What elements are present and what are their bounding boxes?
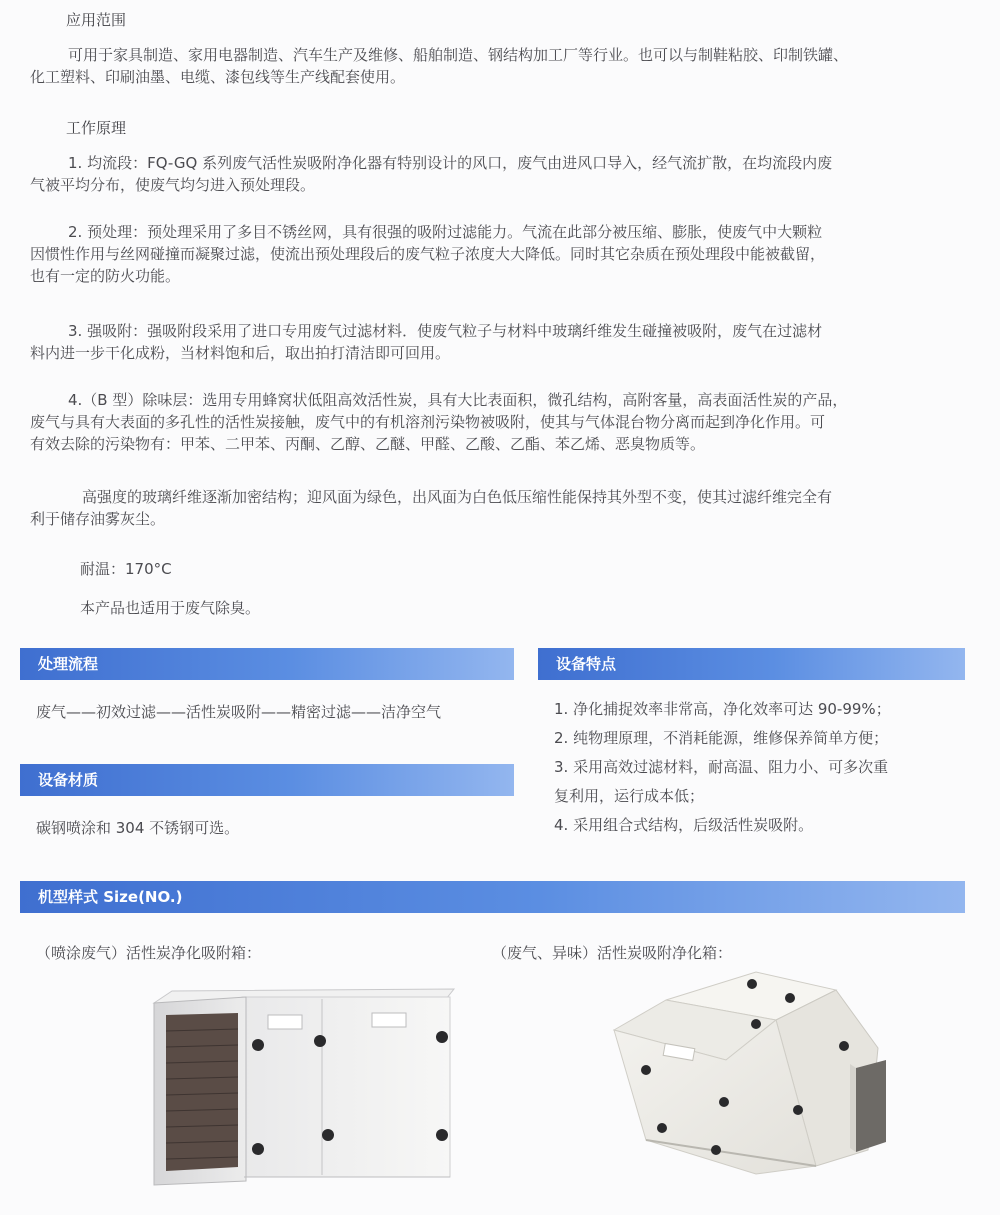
principle-title: 工作原理 xyxy=(66,119,127,137)
principle-line: 也有一定的防火功能。 xyxy=(30,267,181,285)
principle-line: 料内进一步干化成粉，当材料饱和后，取出拍打清洁即可回用。 xyxy=(30,344,451,362)
principle-line: 3. 强吸附：强吸附段采用了进口专用废气过滤材料．使废气粒子与材料中玻璃纤维发生碰撞被吸附，废气在过滤材 xyxy=(68,322,823,340)
principle-line: 4.（B 型）除味层：选用专用蜂窝状低阻高效活性炭，具有大比表面积，微孔结构，高附客量，高表面活性炭的产品， xyxy=(68,391,848,409)
process-header: 处理流程 xyxy=(20,648,514,680)
principle-line: 废气与具有大表面的多孔性的活性炭接触，废气中的有机溶剂污染物被吸附，使其与气体混台物分离而起到净化作用。可 xyxy=(30,413,826,431)
models-header: 机型样式 Size(NO.) xyxy=(20,881,965,913)
temperature-spec: 耐温：170°C xyxy=(80,560,172,578)
principle-line: 气被平均分布，使废气均匀进入预处理段。 xyxy=(30,176,316,194)
feature-item: 复利用，运行成本低； xyxy=(554,787,705,805)
feature-item: 2. 纯物理原理，不消耗能源，维修保养简单方便； xyxy=(554,729,889,747)
deodor-note: 本产品也适用于废气除臭。 xyxy=(80,599,261,617)
feature-item: 3. 采用高效过滤材料，耐高温、阻力小、可多次重 xyxy=(554,758,889,776)
principle-line: 高强度的玻璃纤维逐渐加密结构；迎风面为绿色，出风面为白色低压缩性能保持其外型不变，使其过滤纤维完全有 xyxy=(82,488,833,506)
principle-item-4 xyxy=(30,389,847,455)
principle-item-3 xyxy=(30,320,822,364)
spray-carbon-box-image xyxy=(146,985,462,1195)
features-header: 设备特点 xyxy=(538,648,965,680)
material-text: 碳钢喷涂和 304 不锈钢可选。 xyxy=(36,819,240,837)
principle-line: 因惯性作用与丝网碰撞而凝聚过滤，使流出预处理段后的废气粒子浓度大大降低。同时其它杂质在预处理段中能被截留， xyxy=(30,245,826,263)
right-model-caption: （废气、异味）活性炭吸附净化箱： xyxy=(492,944,733,962)
process-flow: 废气——初效过滤——活性炭吸附——精密过滤——洁净空气 xyxy=(36,703,442,721)
left-model-caption: （喷涂废气）活性炭净化吸附箱： xyxy=(36,944,262,962)
odor-carbon-box-image xyxy=(606,960,894,1180)
application-line: 可用于家具制造、家用电器制造、汽车生产及维修、船舶制造、钢结构加工厂等行业。也可以与制鞋粘胶、印制铁罐、 xyxy=(68,46,849,64)
principle-line: 1. 均流段：FQ-GQ 系列废气活性炭吸附净化器有特别设计的风口，废气由进风口导入，经气流扩散，在均流段内废 xyxy=(68,154,833,172)
principle-item-2 xyxy=(30,221,825,287)
principle-line: 利于储存油雾灰尘。 xyxy=(30,510,166,528)
features-list xyxy=(554,695,891,840)
feature-item: 4. 采用组合式结构，后级活性炭吸附。 xyxy=(554,816,814,834)
material-header: 设备材质 xyxy=(20,764,514,796)
principle-line: 有效去除的污染物有：甲苯、二甲苯、丙酮、乙醇、乙醚、甲醛、乙酸、乙酯、苯乙烯、恶臭物质等。 xyxy=(30,435,706,453)
principle-extra xyxy=(30,486,832,530)
application-title: 应用范围 xyxy=(66,11,127,29)
application-line: 化工塑料、印刷油墨、电缆、漆包线等生产线配套使用。 xyxy=(30,68,406,86)
principle-line: 2. 预处理：预处理采用了多目不锈丝网，具有很强的吸附过滤能力。气流在此部分被压缩、膨胀，使废气中大颗粒 xyxy=(68,223,823,241)
principle-item-1 xyxy=(30,152,832,196)
application-body xyxy=(30,44,848,88)
feature-item: 1. 净化捕捉效率非常高，净化效率可达 90-99%； xyxy=(554,700,891,718)
